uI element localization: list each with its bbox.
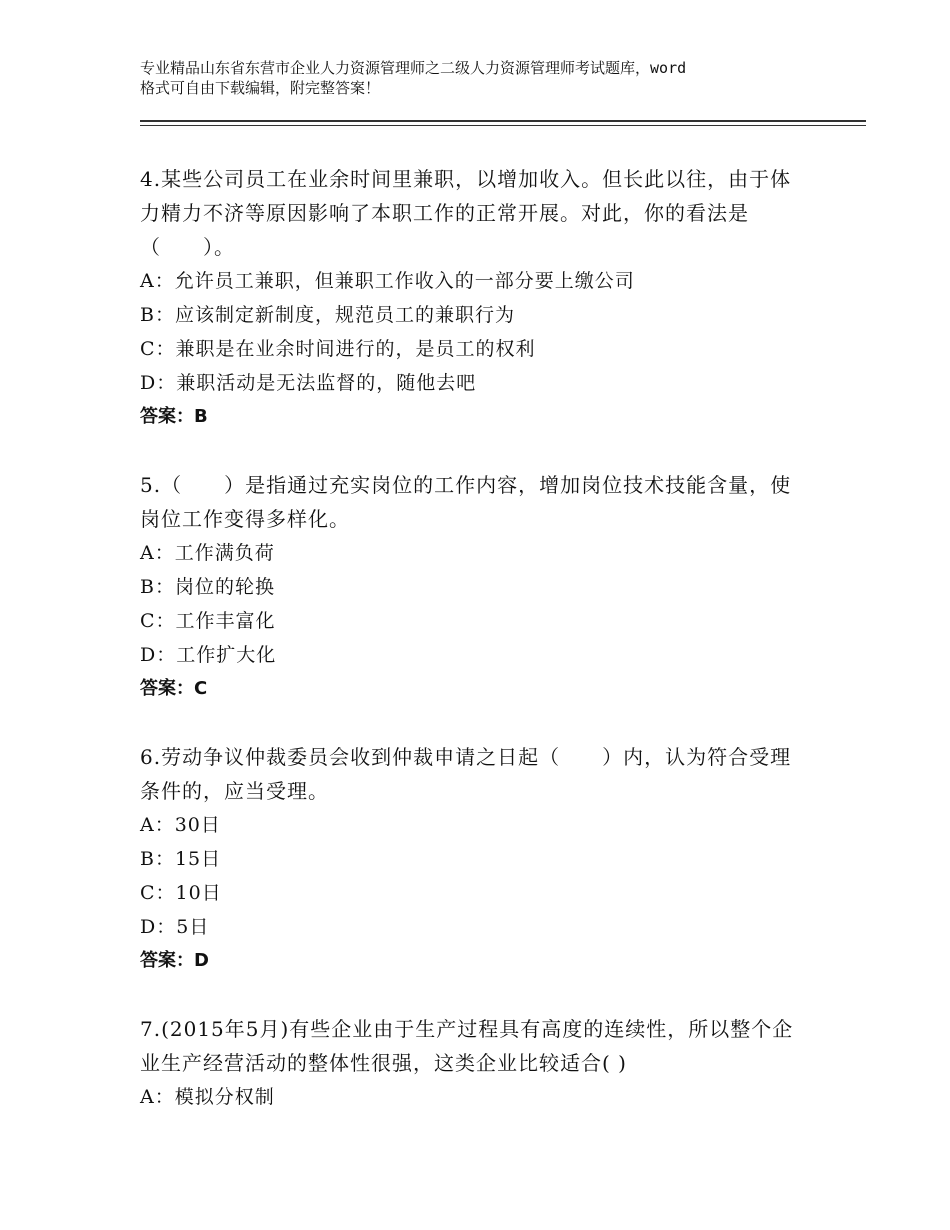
question-4	[140, 162, 800, 434]
question-list	[140, 162, 800, 1148]
option-c: C：10日	[140, 882, 222, 904]
header-line-2: 格式可自由下载编辑，附完整答案！	[140, 79, 381, 97]
question-text: 6.劳动争议仲裁委员会收到仲裁申请之日起（ ）内，认为符合受理条件的，应当受理。	[140, 745, 792, 803]
question-text: 7.(2015年5月)有些企业由于生产过程具有高度的连续性，所以整个企业生产经营活动的整体性很强，这类企业比较适合( )	[140, 1017, 794, 1075]
option-a: A：模拟分权制	[140, 1086, 275, 1108]
option-b: B：应该制定新制度，规范员工的兼职行为	[140, 304, 515, 326]
option-a: A：30日	[140, 814, 221, 836]
header-divider-thick	[140, 120, 866, 122]
option-b: B：岗位的轮换	[140, 576, 275, 598]
question-text: 4.某些公司员工在业余时间里兼职，以增加收入。但长此以往，由于体力精力不济等原因影响了本职工作的正常开展。对此，你的看法是（ ）。	[140, 167, 792, 259]
option-d: D：兼职活动是无法监督的，随他去吧	[140, 372, 477, 394]
question-5	[140, 468, 800, 706]
page-header	[140, 58, 840, 98]
question-7	[140, 1012, 800, 1114]
option-d: D：工作扩大化	[140, 644, 277, 666]
answer: 答案：B	[140, 406, 208, 427]
option-c: C：工作丰富化	[140, 610, 276, 632]
header-line-1: 专业精品山东省东营市企业人力资源管理师之二级人力资源管理师考试题库，word	[140, 59, 687, 77]
header-divider-thin	[140, 125, 866, 126]
option-c: C：兼职是在业余时间进行的，是员工的权利	[140, 338, 536, 360]
answer: 答案：C	[140, 678, 208, 699]
question-text: 5.（ ）是指通过充实岗位的工作内容，增加岗位技术技能含量，使岗位工作变得多样化。	[140, 473, 792, 531]
option-b: B：15日	[140, 848, 222, 870]
option-a: A：工作满负荷	[140, 542, 275, 564]
question-6	[140, 740, 800, 978]
option-d: D：5日	[140, 916, 210, 938]
option-a: A：允许员工兼职，但兼职工作收入的一部分要上缴公司	[140, 270, 635, 292]
answer: 答案：D	[140, 950, 209, 971]
